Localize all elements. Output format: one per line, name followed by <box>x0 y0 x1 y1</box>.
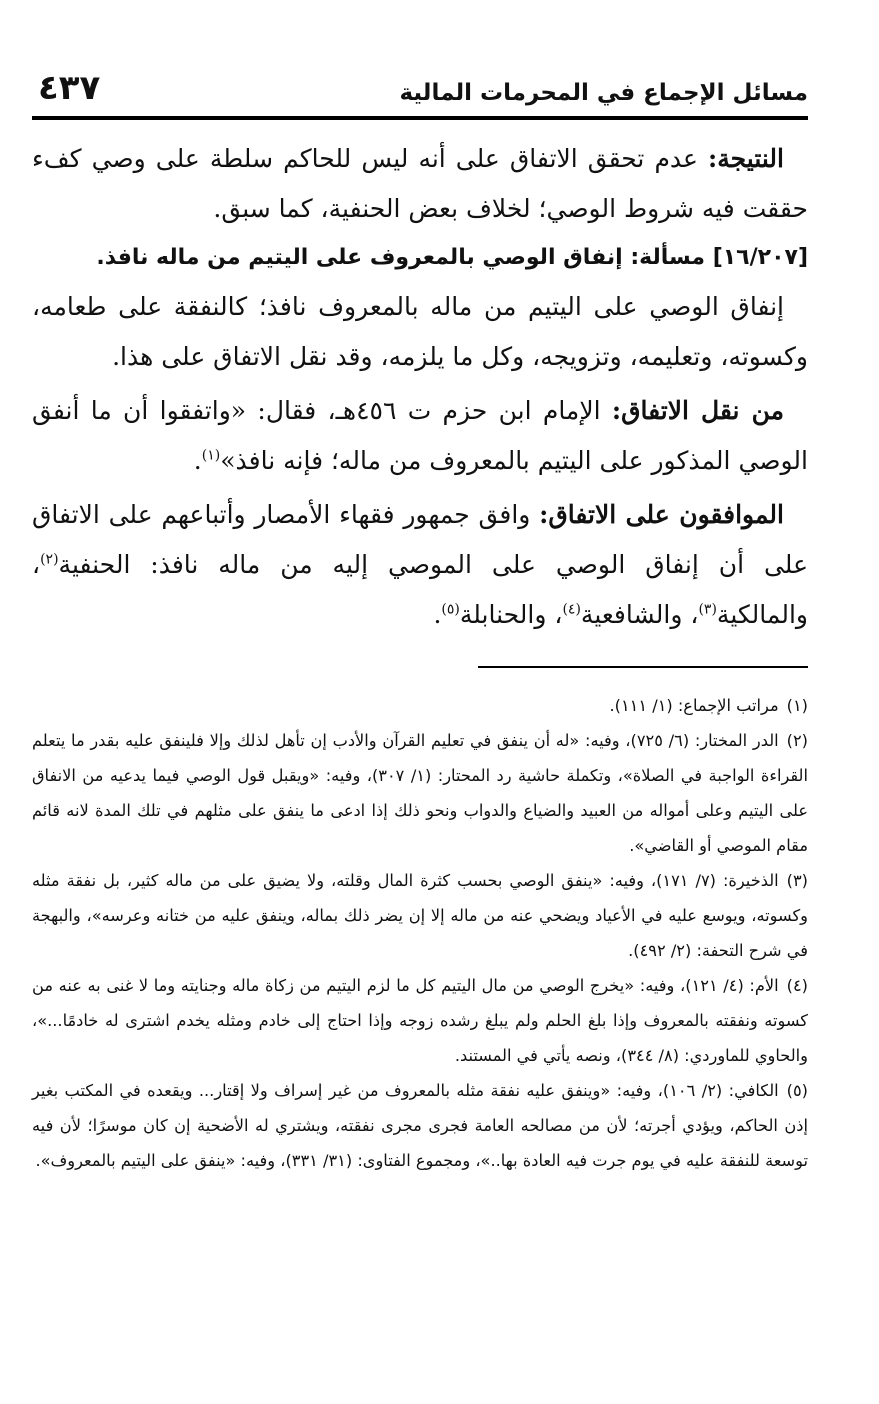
agreeing-end: . <box>433 600 442 629</box>
footnote-ref-2: (٢) <box>40 551 59 568</box>
transmitters-label: من نقل الاتفاق: <box>611 396 784 425</box>
transmitters-end: . <box>193 446 202 475</box>
footnote-text: الدر المختار: (٦/ ٧٢٥)، وفيه: «له أن ينفق في تعليم القرآن والأدب إن تأهل لذلك وإلا فلينفق عليه بقدر ما يتعلم القراءة الواجبة في الصلاة»، وتكملة حاشية رد المحتار: (١/ ٣٠٧)، وفيه: «ويقبل قول الوصي فيما يدعيه من الانفاق على اليتيم وعلى أمواله من العبيد والضياع والدواب ونحو ذلك إذا ادعى ما ينفق على مثلهم في تلك المدة لانه قائم مقام الموصي أو القاضي». <box>32 731 808 855</box>
agreeing-text: وافق جمهور فقهاء الأمصار وأتباعهم على الاتفاق على أن إنفاق الوصي على الموصي إليه من ماله نافذ: الحنفية <box>32 500 808 579</box>
header-rule <box>32 116 808 120</box>
main-text <box>32 134 808 640</box>
footnote-3 <box>32 863 808 968</box>
result-paragraph <box>32 134 808 234</box>
footnote-number: (٥) <box>786 1081 808 1100</box>
footnote-2 <box>32 723 808 863</box>
footnote-number: (٤) <box>786 976 808 995</box>
footnote-text: الكافي: (٢/ ١٠٦)، وفيه: «وينفق عليه نفقة مثله بالمعروف من غير إسراف ولا إقتار... ويقعده في المكتب بغير إذن الحاكم، ويؤدي أجرته؛ لأن من مصالحه العامة فجرى مجرى نفقته، ويشتري له الأضحية إن كان موسرًا؛ لأن فيه توسعة للنفقة عليه في يوم جرت فيه العادة بها..»، ومجموع الفتاوى: (٣١/ ٣٣١)، وفيه: «ينفق على اليتيم بالمعروف». <box>32 1081 808 1170</box>
footnote-text: مراتب الإجماع: (١/ ١١١). <box>609 696 779 715</box>
page-number: ٤٣٧ <box>38 68 101 108</box>
agreeing-hanbali: ، والحنابلة <box>459 600 563 629</box>
agreeing-shafii: ، والشافعية <box>580 600 699 629</box>
footnote-1 <box>32 688 808 723</box>
page-header <box>32 66 808 114</box>
issue-title: [١٦/٢٠٧] مسألة: إنفاق الوصي بالمعروف على اليتيم من ماله نافذ. <box>96 245 808 270</box>
footnote-ref-5: (٥) <box>441 601 460 618</box>
footnote-number: (٣) <box>786 871 808 890</box>
footnote-ref-4: (٤) <box>562 601 581 618</box>
footnote-4 <box>32 968 808 1073</box>
footnote-text: الأم: (٤/ ١٢١)، وفيه: «يخرج الوصي من مال اليتيم كل ما لزم اليتيم من زكاة ماله وجنايته وما لا غنى به عنه من كسوته ونفقته بالمعروف وإذا بلغ الحلم ولم يبلغ رشده زوجه وإذا احتاج إلى خادم ومثله يخدم اشترى له خادمًا...»، والحاوي للماوردي: (٨/ ٣٤٤)، ونصه يأتي في المستند. <box>32 976 808 1065</box>
footnote-ref-3: (٣) <box>698 601 717 618</box>
footnote-number: (٢) <box>786 731 808 750</box>
footnote-5 <box>32 1073 808 1178</box>
agreeing-paragraph <box>32 490 808 640</box>
footnote-separator <box>478 666 808 668</box>
book-page <box>32 66 808 1178</box>
result-label: النتيجة: <box>708 144 784 173</box>
transmitters-text: الإمام ابن حزم ت ٤٥٦هـ، فقال: «واتفقوا أن ما أنفق الوصي المذكور على اليتيم بالمعروف من ماله؛ فإنه نافذ» <box>32 396 808 475</box>
intro-paragraph: إنفاق الوصي على اليتيم من ماله بالمعروف نافذ؛ كالنفقة على طعامه، وكسوته، وتعليمه، وتزويجه، وكل ما يلزمه، وقد نقل الاتفاق على هذا. <box>32 292 808 371</box>
footnote-text: الذخيرة: (٧/ ١٧١)، وفيه: «ينفق الوصي بحسب كثرة المال وقلته، ولا يضيق على من ماله كثير، بل نفقة مثله وكسوته، ويوسع عليه في الأعياد ويضحي عنه من ماله إلا إن يضر ذلك بماله، وينفق عليه من ختانه وعرسه»، والبهجة في شرح التحفة: (٢/ ٤٩٢). <box>32 871 808 960</box>
footnote-ref-1: (١) <box>201 447 221 464</box>
footnotes <box>32 688 808 1178</box>
footnote-number: (١) <box>786 696 808 715</box>
agreeing-label: الموافقون على الاتفاق: <box>539 500 784 529</box>
running-title: مسائل الإجماع في المحرمات المالية <box>399 80 808 106</box>
transmitters-paragraph <box>32 386 808 486</box>
agreeing-maliki: ، والمالكية <box>32 550 808 629</box>
result-text: عدم تحقق الاتفاق على أنه ليس للحاكم سلطة على وصي كفء حققت فيه شروط الوصي؛ لخلاف بعض الحنفية، كما سبق. <box>32 144 808 223</box>
